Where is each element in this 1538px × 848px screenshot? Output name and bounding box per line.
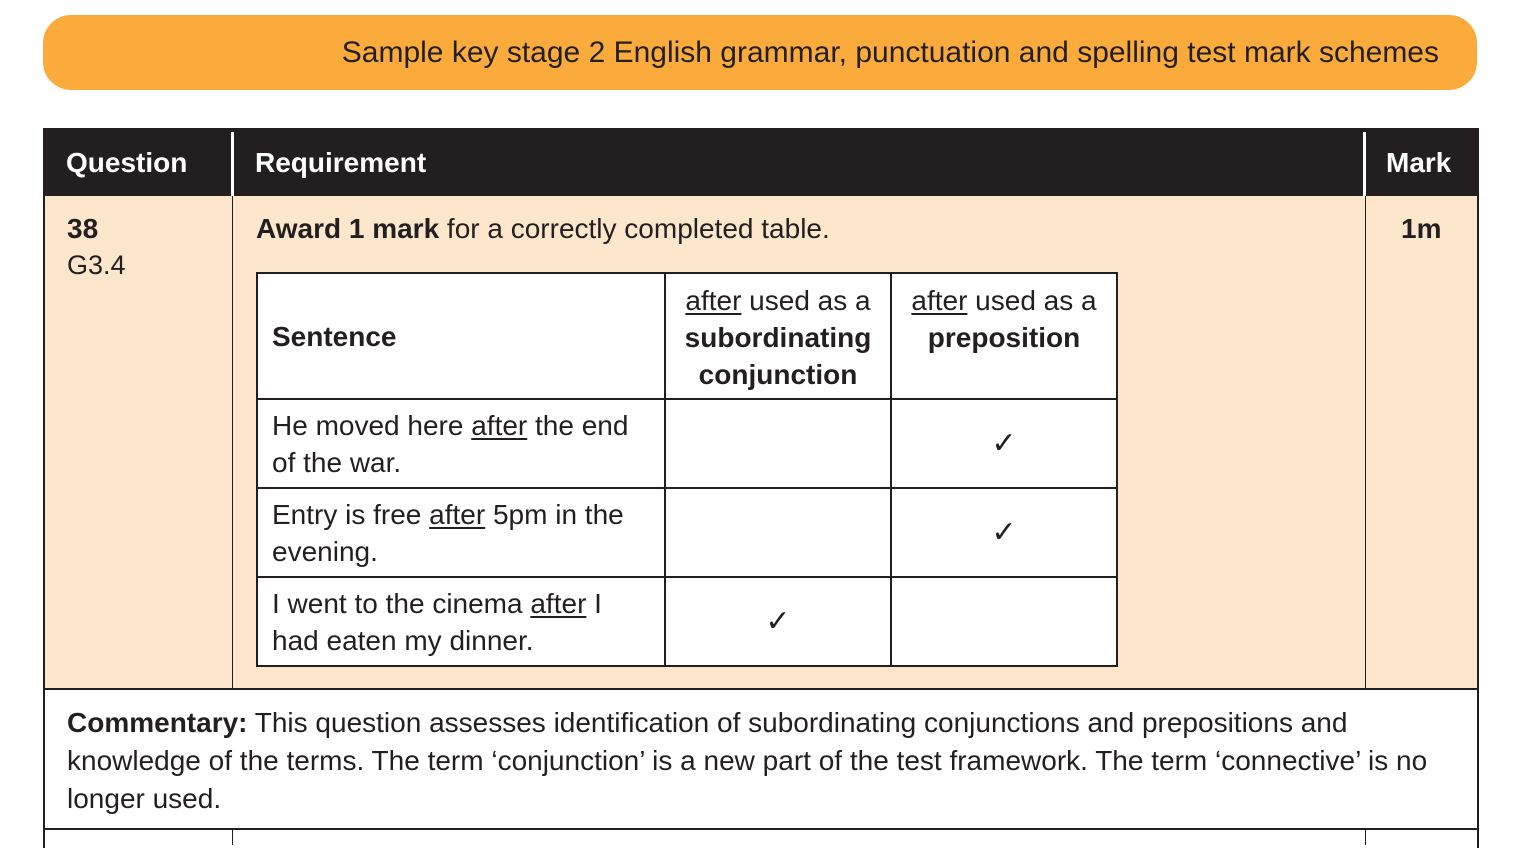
row-divider xyxy=(43,828,1479,830)
table-row xyxy=(257,488,1117,577)
commentary xyxy=(67,704,1462,818)
column-divider xyxy=(1365,196,1366,689)
row-divider xyxy=(43,688,1479,690)
header-question: Question xyxy=(66,147,188,178)
table-row xyxy=(257,577,1117,666)
preposition-tick: ✓ xyxy=(891,399,1117,488)
preposition-tick: ✓ xyxy=(891,488,1117,577)
conjunction-header: after used as a subordinating conjunction xyxy=(665,273,891,399)
sentence-cell: He moved here after the end of the war. xyxy=(257,399,665,488)
question-reference: G3.4 xyxy=(67,250,126,280)
conjunction-tick: ✓ xyxy=(665,577,891,666)
conjunction-cell xyxy=(665,488,891,577)
mark-value: 1m xyxy=(1401,213,1442,244)
table-row xyxy=(257,399,1117,488)
conjunction-cell xyxy=(665,399,891,488)
column-divider xyxy=(232,196,233,689)
header-divider xyxy=(1363,132,1366,196)
preposition-header: after used as a preposition xyxy=(891,273,1117,399)
requirement-bold: Award 1 mark xyxy=(256,213,440,244)
column-divider xyxy=(1365,830,1366,845)
commentary-text: This question assesses identification of subordinating conjunctions and prepositions and knowledge of the terms. The term ‘conjunction’ is a new part of the test framework. The term ‘connective’ is no longer used. xyxy=(67,707,1428,814)
commentary-label: Commentary: xyxy=(67,707,248,738)
sentence-header: Sentence xyxy=(257,273,665,399)
answer-table xyxy=(256,272,1118,667)
column-divider xyxy=(232,830,233,845)
question-number: 38 xyxy=(67,213,99,244)
preposition-cell xyxy=(891,577,1117,666)
header-mark: Mark xyxy=(1386,147,1452,178)
table-header xyxy=(43,128,1479,196)
header-divider xyxy=(231,132,234,196)
banner-title: Sample key stage 2 English grammar, punctuation and spelling test mark schemes xyxy=(341,36,1439,69)
requirement-text xyxy=(256,213,830,245)
header-requirement: Requirement xyxy=(255,147,427,178)
answer-table-header xyxy=(257,273,1117,399)
requirement-rest: for a correctly completed table. xyxy=(439,213,830,244)
sentence-cell: I went to the cinema after I had eaten my dinner. xyxy=(257,577,665,666)
sentence-cell: Entry is free after 5pm in the evening. xyxy=(257,488,665,577)
page-banner xyxy=(43,15,1477,90)
